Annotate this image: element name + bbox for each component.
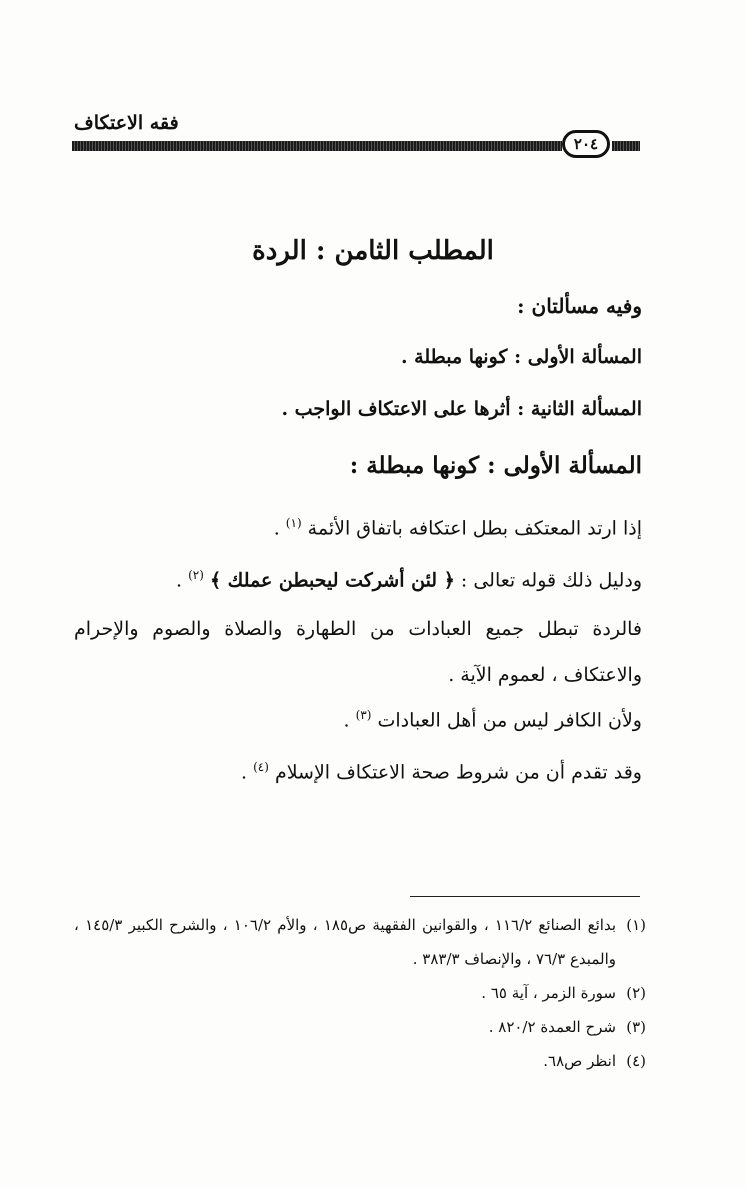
footnote-3 [74, 1010, 646, 1044]
footnote-number: (٣) [626, 1018, 646, 1036]
footnote-number: (٤) [626, 1052, 646, 1070]
period: . [240, 761, 248, 784]
footnote-number: (١) [626, 916, 646, 934]
page-number: ٢٠٤ [562, 130, 610, 158]
footnote-1 [74, 908, 646, 976]
period: . [175, 569, 183, 592]
header-rule [72, 141, 562, 151]
header-rule-right [612, 141, 640, 151]
quran-verse: ﴿ لئن أشركت ليحبطن عملك ﴾ [209, 569, 455, 592]
footnote-ref-4: (٤) [253, 760, 269, 774]
paragraph-4 [343, 692, 642, 743]
footnote-ref-2: (٢) [188, 568, 204, 582]
issue-item-2: المسألة الثانية : أثرها على الاعتكاف الواجب . [281, 398, 642, 420]
footnote-number: (٢) [626, 984, 646, 1002]
footnote-ref-1: (١) [285, 516, 302, 530]
paragraph-3: فالردة تبطل جميع العبادات من الطهارة والصلاة والصوم والإحرام والاعتكاف ، لعموم الآية . [74, 618, 642, 686]
paragraph-2 [176, 552, 642, 603]
footnote-4 [74, 1044, 646, 1078]
section-title: المطلب الثامن : الردة [252, 236, 494, 266]
footnote-separator [410, 896, 640, 897]
paragraph-5 [241, 744, 642, 795]
subsection-title: المسألة الأولى : كونها مبطلة : [349, 452, 642, 479]
footnote-2 [74, 976, 646, 1010]
paragraph-1 [274, 500, 642, 551]
period: . [343, 709, 350, 732]
paragraph-1-text: إذا ارتد المعتكف بطل اعتكافه باتفاق الأئمة [307, 517, 642, 540]
section-intro: وفيه مسألتان : [517, 294, 642, 318]
footnote-ref-3: (٣) [355, 708, 372, 722]
period: . [273, 517, 280, 540]
footnote-text: سورة الزمر ، آية ٦٥ . [481, 984, 616, 1002]
footnote-text: انظر ص٦٨. [543, 1052, 616, 1070]
footnote-text: بدائع الصنائع ١١٦/٢ ، والقوانين الفقهية ص١٨٥ ، والأم ١٠٦/٢ ، والشرح الكبير ١٤٥/٣ ، والمبدع ٧٦/٣ ، والإنصاف ٣٨٣/٣ . [74, 916, 617, 968]
paragraph-5-text: وقد تقدم أن من شروط صحة الاعتكاف الإسلام [274, 761, 642, 784]
paragraph-2-lead: ودليل ذلك قوله تعالى : [454, 569, 642, 592]
book-title: فقه الاعتكاف [74, 112, 179, 134]
footnote-text: شرح العمدة ٨٢٠/٢ . [488, 1018, 616, 1036]
footnotes [74, 908, 646, 1078]
paragraph-4-text: ولأن الكافر ليس من أهل العبادات [377, 709, 642, 732]
issue-item-1: المسألة الأولى : كونها مبطلة . [400, 346, 642, 368]
